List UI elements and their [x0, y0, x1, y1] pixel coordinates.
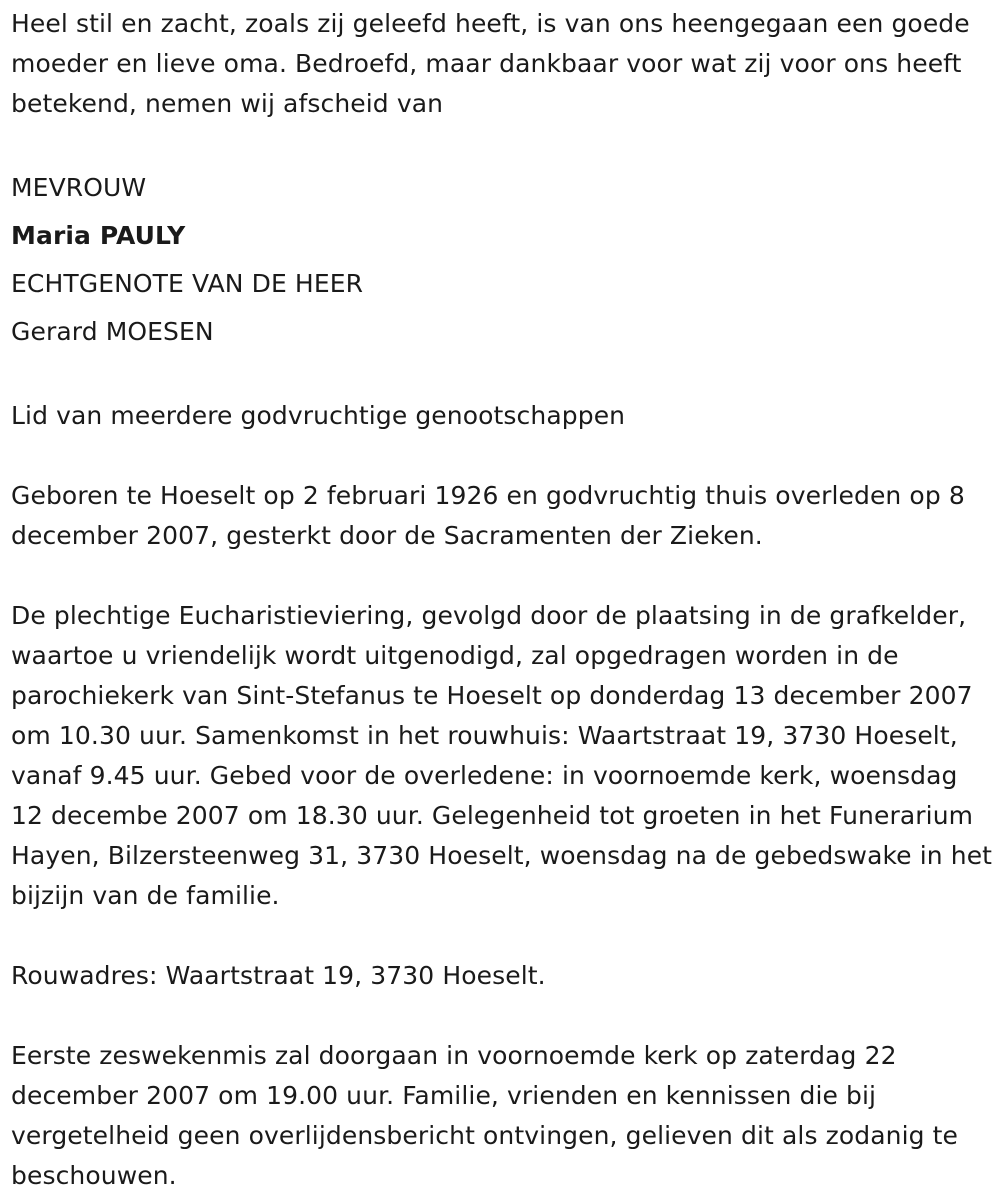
intro-paragraph: Heel stil en zacht, zoals zij geleefd heeft, is van ons heengegaan een goede moeder en lieve oma. Bedroefd, maar dankbaar voor wat zij voor ons heeft betekend, nemen wij afscheid van	[11, 9, 970, 118]
spacer	[11, 556, 996, 596]
mourning-address: Rouwadres: Waartstraat 19, 3730 Hoeselt.	[11, 961, 546, 990]
memorial-paragraph: Eerste zeswekenmis zal doorgaan in voornoemde kerk op zaterdag 22 december 2007 om 19.00 uur. Familie, vrienden en kennissen die bij vergetelheid geen overlijdensbericht ontvingen, gelieven dit als zodanig te beschouwen.	[11, 1041, 959, 1190]
spacer	[11, 436, 996, 476]
spouse-title: ECHTGENOTE VAN DE HEER	[11, 269, 364, 298]
ceremony-paragraph: De plechtige Eucharistieviering, gevolgd door de plaatsing in de grafkelder, waartoe u vriendelijk wordt uitgenodigd, zal opgedragen worden in de parochiekerk van Sint-Stefanus te Hoeselt op donderdag 13 december 2007 om 10.30 uur. Samenkomst in het rouwhuis: Waartstraat 19, 3730 Hoeselt, vanaf 9.45 uur. Gebed voor de overledene: in voornoemde kerk, woensdag 12 decembe 2007 om 18.30 uur. Gelegenheid tot groeten in het Funerarium Hayen, Bilzersteenweg 31, 3730 Hoeselt, woensdag na de gebedswake in het bijzijn van de familie.	[11, 601, 993, 910]
spacer	[11, 996, 996, 1036]
birth-death-paragraph: Geboren te Hoeselt op 2 februari 1926 en godvruchtig thuis overleden op 8 december 2007, gesterkt door de Sacramenten der Zieken.	[11, 481, 965, 550]
person-title: MEVROUW	[11, 173, 147, 202]
spacer	[11, 916, 996, 956]
spouse-name: Gerard MOESEN	[11, 317, 214, 346]
membership-line: Lid van meerdere godvruchtige genootschappen	[11, 401, 626, 430]
spacer	[11, 124, 996, 164]
spacer	[11, 356, 996, 396]
person-name: Maria PAULY	[11, 221, 186, 250]
